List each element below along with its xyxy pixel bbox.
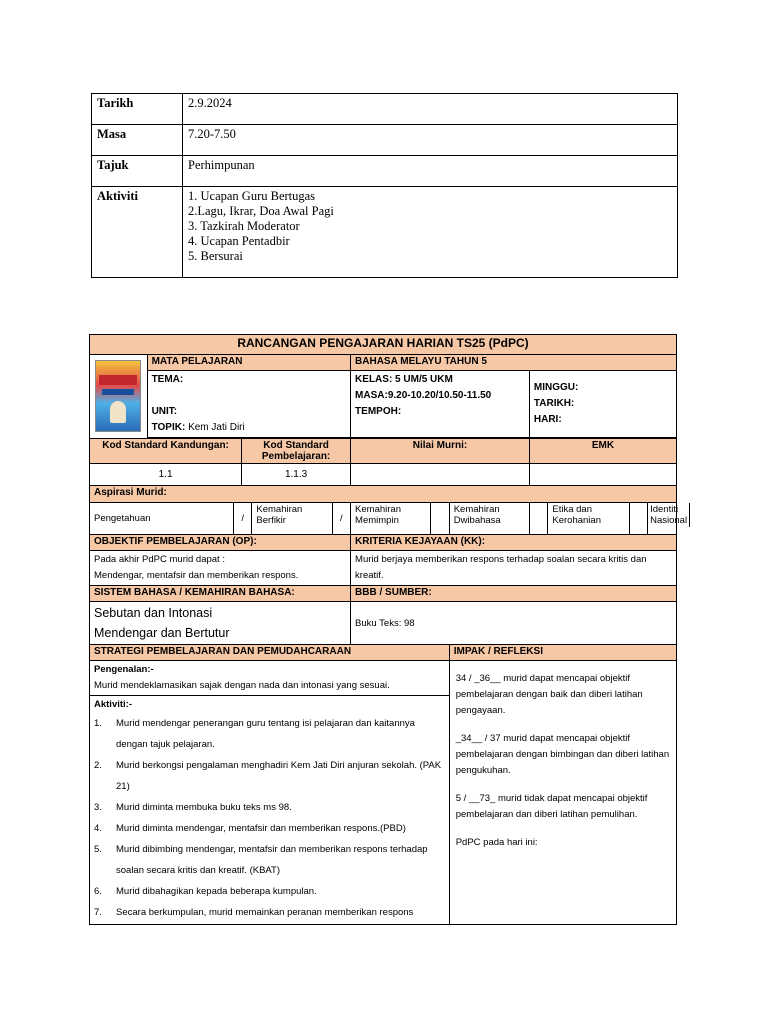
kod-sk-value: 1.1: [90, 464, 242, 486]
aspirasi-mark: [431, 503, 450, 535]
schedule-table: [91, 93, 678, 278]
step-item: 7. Secara berkumpulan, murid memainkan peranan memberikan respons: [94, 907, 414, 918]
step-item: 1. Murid mendengar penerangan guru tentang isi pelajaran dan kaitannya dengan tajuk pelajaran.: [94, 718, 415, 750]
tema-label: TEMA:: [151, 374, 184, 385]
strategi-content: [90, 661, 450, 925]
pengenalan-text: Murid mendeklamasikan sajak dengan nada dan intonasi yang sesuai.: [94, 680, 390, 691]
aspirasi-item: Kemahiran Memimpin: [351, 503, 431, 535]
minggu-tarikh-hari: [529, 371, 676, 438]
textbook-cover-cell: [90, 355, 148, 439]
aspirasi-item: Pengetahuan: [90, 503, 234, 535]
rph-title: RANCANGAN PENGAJARAN HARIAN TS25 (PdPC): [90, 335, 677, 355]
pengenalan-label: Pengenalan:-: [94, 664, 154, 675]
aspirasi-item: Identiti Nasional: [650, 504, 688, 526]
topik-value: Kem Jati Diri: [188, 422, 245, 433]
schedule-label: Tajuk: [92, 156, 183, 187]
op-content: [90, 551, 351, 586]
activity-item: 4. Ucapan Pentadbir: [188, 234, 290, 248]
rph-table: [89, 334, 688, 925]
schedule-label: Tarikh: [92, 94, 183, 125]
hari-label: HARI:: [533, 414, 562, 425]
impak-item: PdPC pada hari ini:: [455, 837, 538, 848]
minggu-label: MINGGU:: [533, 382, 579, 393]
emk-value: [529, 464, 676, 486]
activity-item: 2.Lagu, Ikrar, Doa Awal Pagi: [188, 204, 334, 218]
aspirasi-item: Kemahiran Berfikir: [252, 503, 332, 535]
step-item: 6. Murid dibahagikan kepada beberapa kumpulan.: [94, 886, 317, 897]
step-item: 2. Murid berkongsi pengalaman menghadiri Kem Jati Diri anjuran sekolah. (PAK 21): [94, 760, 442, 792]
kelas-value: KELAS: 5 UM/5 UKM: [355, 374, 453, 385]
nilai-value: [351, 464, 530, 486]
step-item: 4. Murid diminta mendengar, mentafsir dan memberikan respons.(PBD): [94, 823, 406, 834]
bbb-value: Buku Teks: 98: [351, 602, 677, 645]
kod-sp-value: 1.1.3: [242, 464, 351, 486]
unit-label: UNIT:: [151, 406, 178, 417]
schedule-row-aktiviti: [92, 187, 678, 278]
tema-unit-topik: [147, 371, 350, 438]
aspirasi-mark: [529, 503, 548, 535]
activity-item: 1. Ucapan Guru Bertugas: [188, 189, 316, 203]
strategi-label: STRATEGI PEMBELAJARAN DAN PEMUDAHCARAAN: [90, 645, 450, 661]
aspirasi-label: Aspirasi Murid:: [90, 486, 677, 503]
aktiviti-label: Aktiviti:-: [94, 699, 132, 710]
schedule-value: Perhimpunan: [183, 156, 678, 187]
kk-content: Murid berjaya memberikan respons terhadap soalan secara kritis dan kreatif.: [351, 551, 677, 586]
aspirasi-mark: /: [332, 503, 350, 535]
aspirasi-mark: [629, 503, 648, 535]
sb-line: Sebutan dan Intonasi: [94, 606, 213, 620]
aspirasi-mark: /: [233, 503, 251, 535]
aspirasi-mark: [689, 503, 690, 527]
impak-item: 34 / _36__ murid dapat mencapai objektif pembelajaran dengan baik dan diberi latihan pengayaan.: [455, 673, 643, 716]
schedule-row-tajuk: [92, 156, 678, 187]
aspirasi-item-identiti: [648, 503, 688, 535]
aspirasi-item: Kemahiran Dwibahasa: [449, 503, 529, 535]
impak-item: 5 / __73_ murid tidak dapat mencapai objektif pembelajaran dan diberi latihan pemulihan.: [455, 793, 648, 820]
step-item: 3. Murid diminta membuka buku teks ms 98.: [94, 802, 292, 813]
op-label: OBJEKTIF PEMBELAJARAN (OP):: [90, 535, 351, 551]
nilai-label: Nilai Murni:: [351, 439, 530, 464]
step-item: 5. Murid dibimbing mendengar, mentafsir dan memberikan respons terhadap soalan secara kritis dan kreatif. (KBAT): [94, 844, 428, 876]
impak-content: [449, 661, 676, 925]
op-line: Mendengar, mentafsir dan memberikan respons.: [94, 570, 299, 581]
schedule-row-tarikh: [92, 94, 678, 125]
kod-sk-label: Kod Standard Kandungan:: [90, 439, 242, 464]
emk-label: EMK: [529, 439, 676, 464]
aspirasi-item: Etika dan Kerohanian: [548, 503, 629, 535]
sb-label: SISTEM BAHASA / KEMAHIRAN BAHASA:: [90, 586, 351, 602]
sb-line: Mendengar dan Bertutur: [94, 626, 230, 640]
kod-sp-label: Kod Standard Pembelajaran:: [242, 439, 351, 464]
subject-value: BAHASA MELAYU TAHUN 5: [351, 355, 677, 371]
schedule-label: Masa: [92, 125, 183, 156]
schedule-row-masa: [92, 125, 678, 156]
kelas-masa-tempoh: [351, 371, 530, 438]
schedule-value: 2.9.2024: [183, 94, 678, 125]
activity-item: 3. Tazkirah Moderator: [188, 219, 300, 233]
op-line: Pada akhir PdPC murid dapat :: [94, 554, 225, 565]
impak-label: IMPAK / REFLEKSI: [449, 645, 676, 661]
masa-value: MASA:9.20-10.20/10.50-11.50: [355, 390, 492, 401]
topik-label: TOPIK:: [151, 422, 186, 433]
subject-label: MATA PELAJARAN: [147, 355, 350, 371]
kk-label: KRITERIA KEJAYAAN (KK):: [351, 535, 677, 551]
schedule-label: Aktiviti: [92, 187, 183, 278]
impak-item: _34__ / 37 murid dapat mencapai objektif pembelajaran dengan bimbingan dan diberi latihan pengukuhan.: [455, 733, 670, 776]
bbb-label: BBB / SUMBER:: [351, 586, 677, 602]
tempoh-label: TEMPOH:: [355, 406, 402, 417]
textbook-cover-image: [95, 360, 141, 432]
activity-item: 5. Bersurai: [188, 249, 243, 263]
tarikh-label: TARIKH:: [533, 398, 575, 409]
schedule-value: 7.20-7.50: [183, 125, 678, 156]
sb-content: [90, 602, 351, 645]
activity-list: [183, 187, 678, 278]
